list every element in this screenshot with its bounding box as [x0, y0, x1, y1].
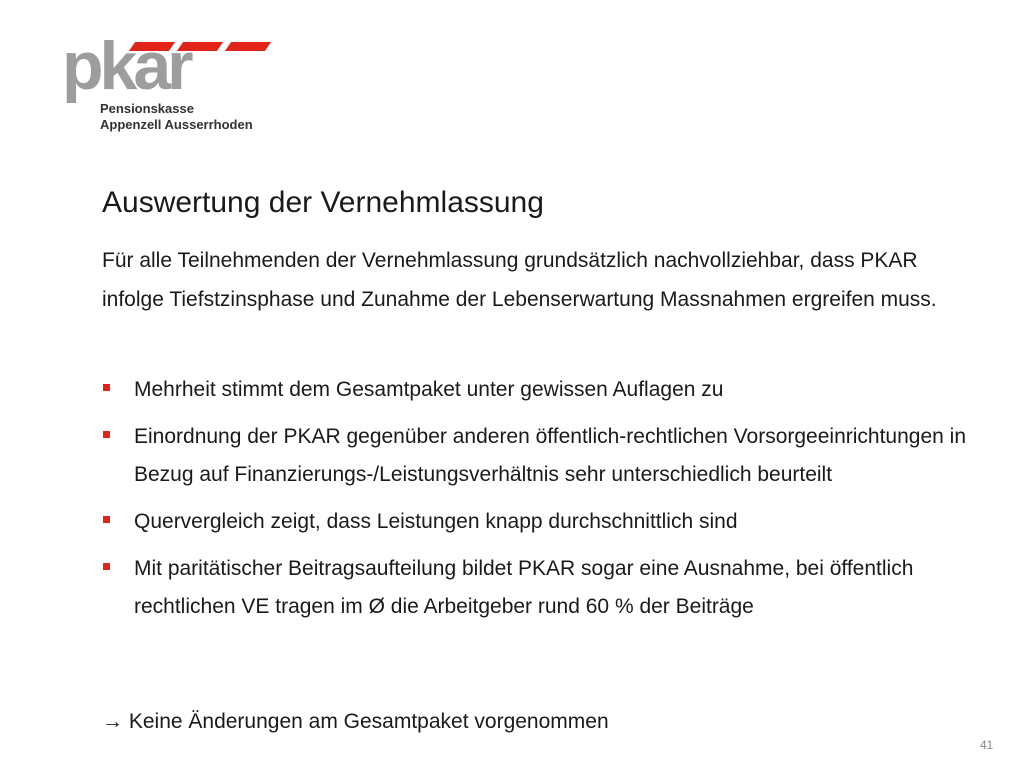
logo-line2: Appenzell Ausserrhoden	[100, 117, 253, 132]
bullet-item	[102, 550, 1002, 626]
logo-wordmark: pkar	[62, 28, 190, 104]
conclusion	[102, 703, 609, 741]
logo-line1: Pensionskasse	[100, 101, 194, 116]
intro-paragraph: Für alle Teilnehmenden der Vernehmlassung grundsätzlich nachvollziehbar, dass PKAR infolge Tiefstzinsphase und Zunahme der Lebenserwartung Massnahmen ergreifen muss.	[102, 249, 937, 311]
bullet-text: Quervergleich zeigt, dass Leistungen knapp durchschnittlich sind	[134, 510, 738, 533]
conclusion-text: Keine Änderungen am Gesamtpaket vorgenommen	[128, 710, 609, 733]
slide-title: Auswertung der Vernehmlassung	[102, 186, 544, 219]
page-number: 41	[980, 738, 994, 752]
square-bullet-icon	[103, 516, 110, 523]
square-bullet-icon	[103, 431, 110, 438]
bullet-text: Mit paritätischer Beitragsaufteilung bildet PKAR sogar eine Ausnahme, bei öffentlich rechtlichen VE tragen im Ø die Arbeitgeber rund 60 % der Beiträge	[134, 557, 914, 618]
square-bullet-icon	[103, 563, 110, 570]
bullet-item	[102, 371, 1002, 409]
bullet-item	[102, 418, 1002, 494]
square-bullet-icon	[103, 384, 110, 391]
bullet-item	[102, 503, 1002, 541]
bullet-list	[102, 371, 1002, 626]
arrow-right-icon: →	[102, 710, 123, 733]
logo-stripe	[225, 42, 271, 51]
pkar-logo	[62, 28, 292, 138]
bullet-text: Einordnung der PKAR gegenüber anderen öffentlich-rechtlichen Vorsorgeeinrichtungen in Bezug auf Finanzierungs-/Leistungsverhältnis sehr unterschiedlich beurteilt	[134, 425, 967, 486]
bullet-text: Mehrheit stimmt dem Gesamtpaket unter gewissen Auflagen zu	[134, 378, 724, 401]
